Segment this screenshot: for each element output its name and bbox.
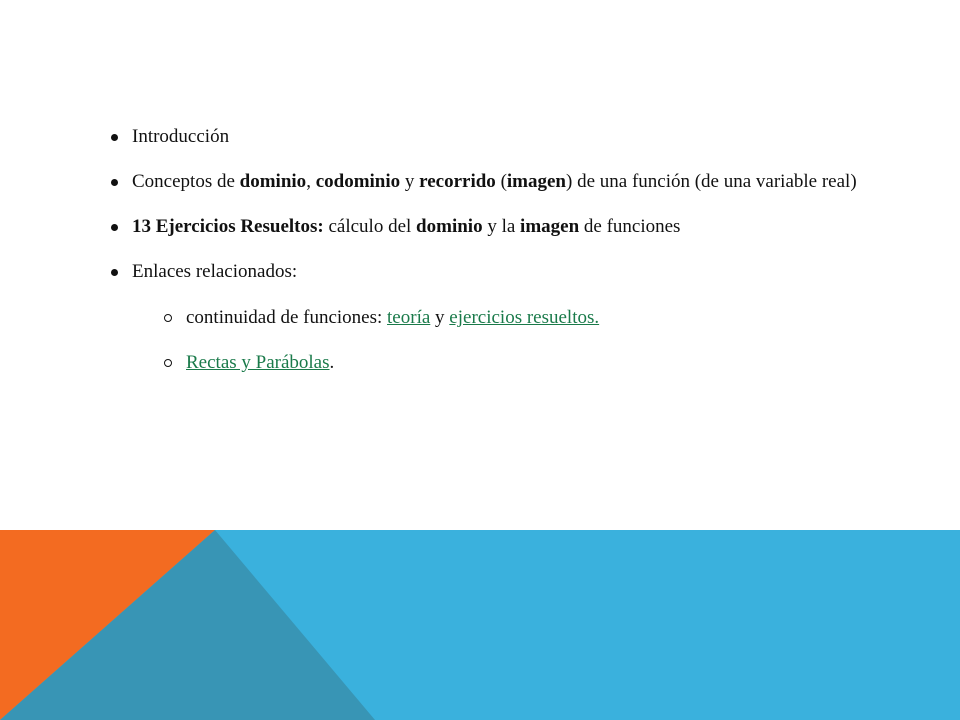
bold-term: imagen: [520, 216, 580, 237]
bullet-icon: [111, 179, 118, 186]
bold-term: codominio: [315, 171, 401, 192]
item-text: Introducción: [132, 126, 230, 147]
text-segment: ,: [306, 171, 316, 192]
list-item-introduccion: [108, 125, 880, 148]
decorative-banner: [0, 530, 960, 720]
bold-term: imagen: [506, 171, 566, 192]
text-segment: cálculo del: [323, 216, 417, 237]
circle-bullet-icon: [164, 359, 172, 367]
link-rectas-y-parabolas[interactable]: Rectas y Parábolas: [186, 352, 330, 373]
list-item-enlaces: [108, 260, 880, 374]
bold-term: dominio: [416, 216, 483, 237]
bold-term: recorrido: [419, 171, 496, 192]
text-segment: .: [329, 352, 335, 373]
topic-list: [108, 125, 880, 374]
bold-term: 13 Ejercicios Resueltos:: [132, 216, 324, 237]
list-item-ejercicios: [108, 215, 880, 238]
link-ejercicios-resueltos[interactable]: ejercicios resueltos.: [449, 307, 600, 328]
link-teoria[interactable]: teoría: [387, 307, 431, 328]
bullet-icon: [111, 269, 118, 276]
text-segment: ) de una función (de una variable real): [566, 171, 857, 192]
bullet-icon: [111, 224, 118, 231]
text-segment: de funciones: [579, 216, 681, 237]
text-segment: y: [430, 307, 450, 328]
bold-term: dominio: [239, 171, 307, 192]
text-segment: y la: [482, 216, 521, 237]
bullet-icon: [111, 134, 118, 141]
text-segment: Conceptos de: [132, 171, 240, 192]
list-item-conceptos: [108, 170, 880, 193]
text-segment: (: [495, 171, 507, 192]
item-text: Enlaces relacionados:: [132, 261, 298, 282]
circle-bullet-icon: [164, 314, 172, 322]
text-segment: continuidad de funciones:: [186, 307, 388, 328]
sub-item-rectas: [162, 351, 880, 374]
text-segment: y: [400, 171, 420, 192]
content-area: [108, 125, 880, 374]
related-links-list: [132, 306, 880, 374]
sub-item-continuidad: [162, 306, 880, 329]
